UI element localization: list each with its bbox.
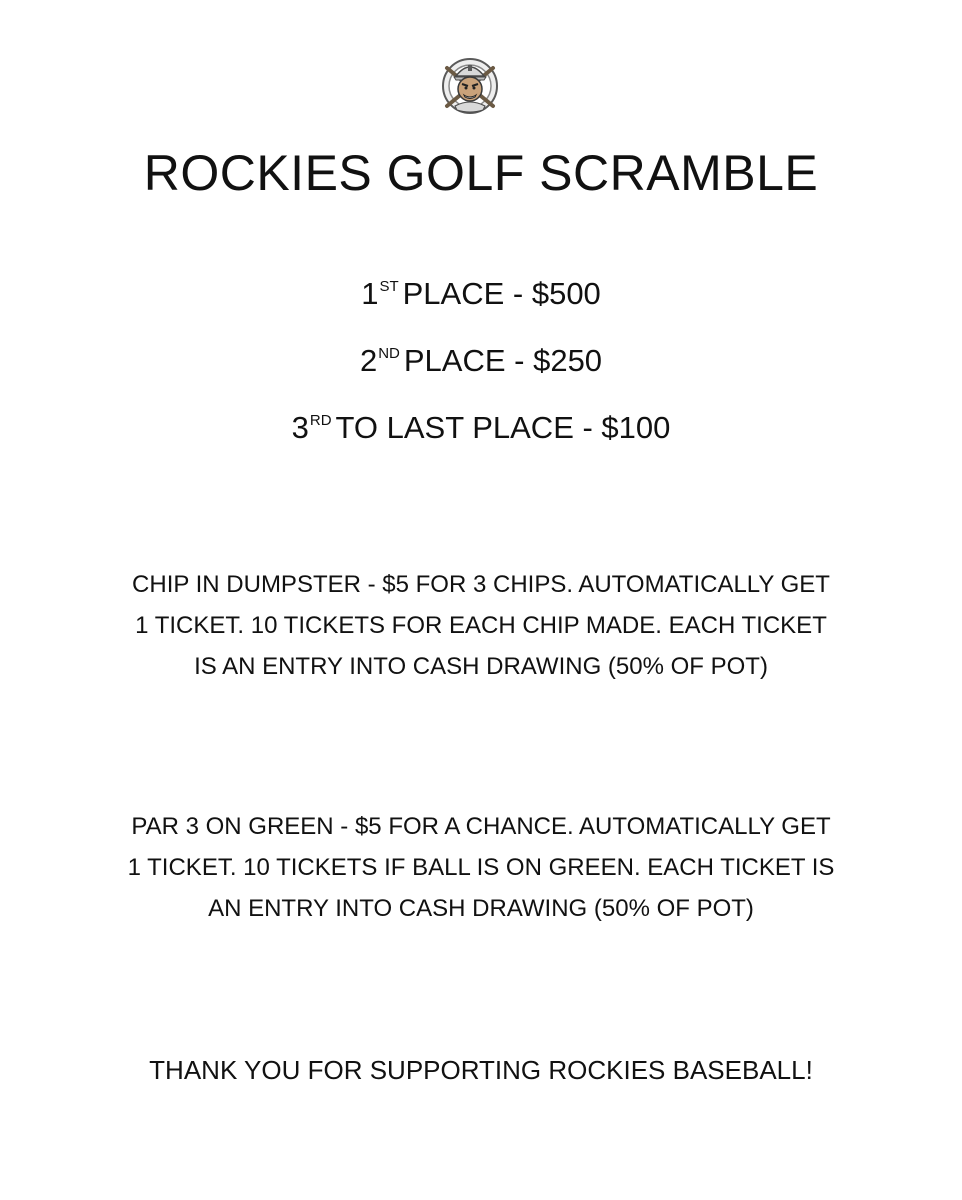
prize-list (0, 272, 962, 473)
prize-ordinal-suffix: ST (379, 278, 399, 295)
prize-ordinal-suffix: RD (309, 412, 332, 429)
prize-ordinal-number: 2 (359, 343, 378, 378)
prize-ordinal-number: 3 (291, 410, 309, 445)
page-title: ROCKIES GOLF SCRAMBLE (143, 145, 819, 201)
prize-first-place (0, 272, 962, 339)
prize-text: PLACE - $500 (402, 276, 601, 311)
description-line: 1 TICKET. 10 TICKETS FOR EACH CHIP MADE. EACH TICKET (135, 612, 827, 639)
chip-in-dumpster-description (0, 564, 962, 687)
description-line: AN ENTRY INTO CASH DRAWING (50% OF POT) (208, 895, 754, 922)
description-line: 1 TICKET. 10 TICKETS IF BALL IS ON GREEN. EACH TICKET IS (127, 854, 835, 881)
prize-second-place (0, 339, 962, 406)
description-line: IS AN ENTRY INTO CASH DRAWING (50% OF POT) (194, 653, 768, 680)
prize-text: PLACE - $250 (403, 343, 603, 378)
thank-you-message: THANK YOU FOR SUPPORTING ROCKIES BASEBALL! (149, 1055, 813, 1085)
prize-ordinal-suffix: ND (378, 345, 400, 362)
description-line: CHIP IN DUMPSTER - $5 FOR 3 CHIPS. AUTOMATICALLY GET (132, 571, 830, 598)
par3-on-green-description (0, 806, 962, 929)
mascot-logo-icon (441, 54, 499, 116)
prize-third-to-last-place (0, 406, 962, 473)
prize-ordinal-number: 1 (361, 276, 379, 311)
description-line: PAR 3 ON GREEN - $5 FOR A CHANCE. AUTOMATICALLY GET (131, 813, 831, 840)
prize-text: TO LAST PLACE - $100 (335, 410, 671, 445)
rockies-mascot-logo (441, 54, 499, 116)
